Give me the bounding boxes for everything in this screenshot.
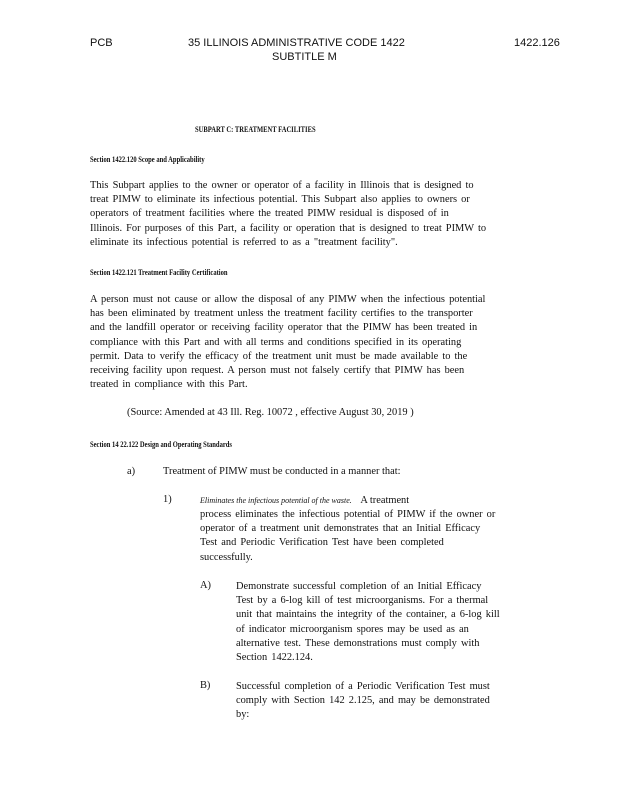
text-line: permit. Data to verify the efficacy of the treatment unit must be made available to the (90, 350, 468, 362)
item-B-body (236, 680, 526, 723)
section-120-body (90, 179, 526, 250)
text-line: eliminate its infectious potential is referred to as a "treatment facility". (90, 236, 398, 248)
text-line: Section 1422.124. (236, 651, 313, 663)
item-A-label: A) (200, 580, 211, 591)
text-line: Test and Periodic Verification Test have been completed (200, 537, 444, 549)
text-line: receiving facility upon request. A person must not falsely certify that PIMW has been (90, 364, 465, 376)
text-line: Demonstrate successful completion of an Initial Efficacy (236, 581, 482, 592)
item-1-label: 1) (163, 494, 172, 505)
text-line: by: (236, 709, 250, 721)
text-line: Test by a 6-log kill of test microorganisms. For a thermal (236, 595, 489, 607)
text-line: has been eliminated by treatment unless the treatment facility certifies to the transporter (90, 308, 473, 320)
header-subtitle: SUBTITLE M (272, 51, 337, 63)
section-heading-120: Section 1422.120 Scope and Applicability (90, 155, 205, 164)
section-heading-122: Section 14 22.122 Design and Operating Standards (90, 440, 232, 449)
subpart-heading: SUBPART C: TREATMENT FACILITIES (195, 125, 316, 134)
text-line: operator of a treatment unit demonstrates that an Initial Efficacy (200, 523, 481, 535)
text-line: of indicator microorganism spores may be used as an (236, 623, 469, 635)
header-page-number: 1422.126 (514, 37, 560, 49)
text-line: and the landfill operator or receiving facility operator that the PIMW has been treated in (90, 322, 478, 334)
text-line: operators of treatment facilities where the treated PIMW residual is disposed of in (90, 208, 449, 220)
text-line: unit that maintains the integrity of the container, a 6-log kill (236, 609, 500, 621)
item-A-body (236, 580, 526, 665)
header-left: PCB (90, 37, 113, 49)
section-121-body (90, 293, 526, 392)
text-line: successfully. (200, 551, 253, 563)
item-1-first-line (200, 495, 409, 506)
text-line: treated in compliance with this Part. (90, 379, 248, 391)
item-a-label: a) (127, 466, 136, 477)
text-line: process eliminates the infectious potential of PIMW if the owner or (200, 509, 496, 520)
italic-catchline: Eliminates the infectious potential of the waste. (200, 496, 352, 505)
text-line: comply with Section 142 2.125, and may be demonstrated (236, 695, 490, 707)
item-a-text: Treatment of PIMW must be conducted in a manner that: (163, 466, 401, 477)
text-line: compliance with this Part and with all terms and conditions specified in its operating (90, 336, 462, 348)
section-heading-121: Section 1422.121 Treatment Facility Certification (90, 268, 228, 277)
text-line: treat PIMW to eliminate its infectious potential. This Subpart also applies to owners or (90, 194, 470, 206)
text-line: This Subpart applies to the owner or operator of a facility in Illinois that is designed to (90, 180, 474, 191)
item-1-first-line-rest: A treatment (360, 495, 410, 506)
source-note: (Source: Amended at 43 Ill. Reg. 10072 , effective August 30, 2019 ) (127, 407, 414, 418)
header-title: 35 ILLINOIS ADMINISTRATIVE CODE 1422 (188, 37, 405, 49)
item-B-label: B) (200, 680, 211, 691)
item-1-body (200, 508, 526, 565)
text-line: Illinois. For purposes of this Part, a facility or operation that is designed to treat PIMW to (90, 222, 487, 234)
text-line: alternative test. These demonstrations must comply with (236, 637, 480, 649)
text-line: A person must not cause or allow the disposal of any PIMW when the infectious potential (90, 294, 486, 305)
text-line: Successful completion of a Periodic Verification Test must (236, 681, 490, 692)
